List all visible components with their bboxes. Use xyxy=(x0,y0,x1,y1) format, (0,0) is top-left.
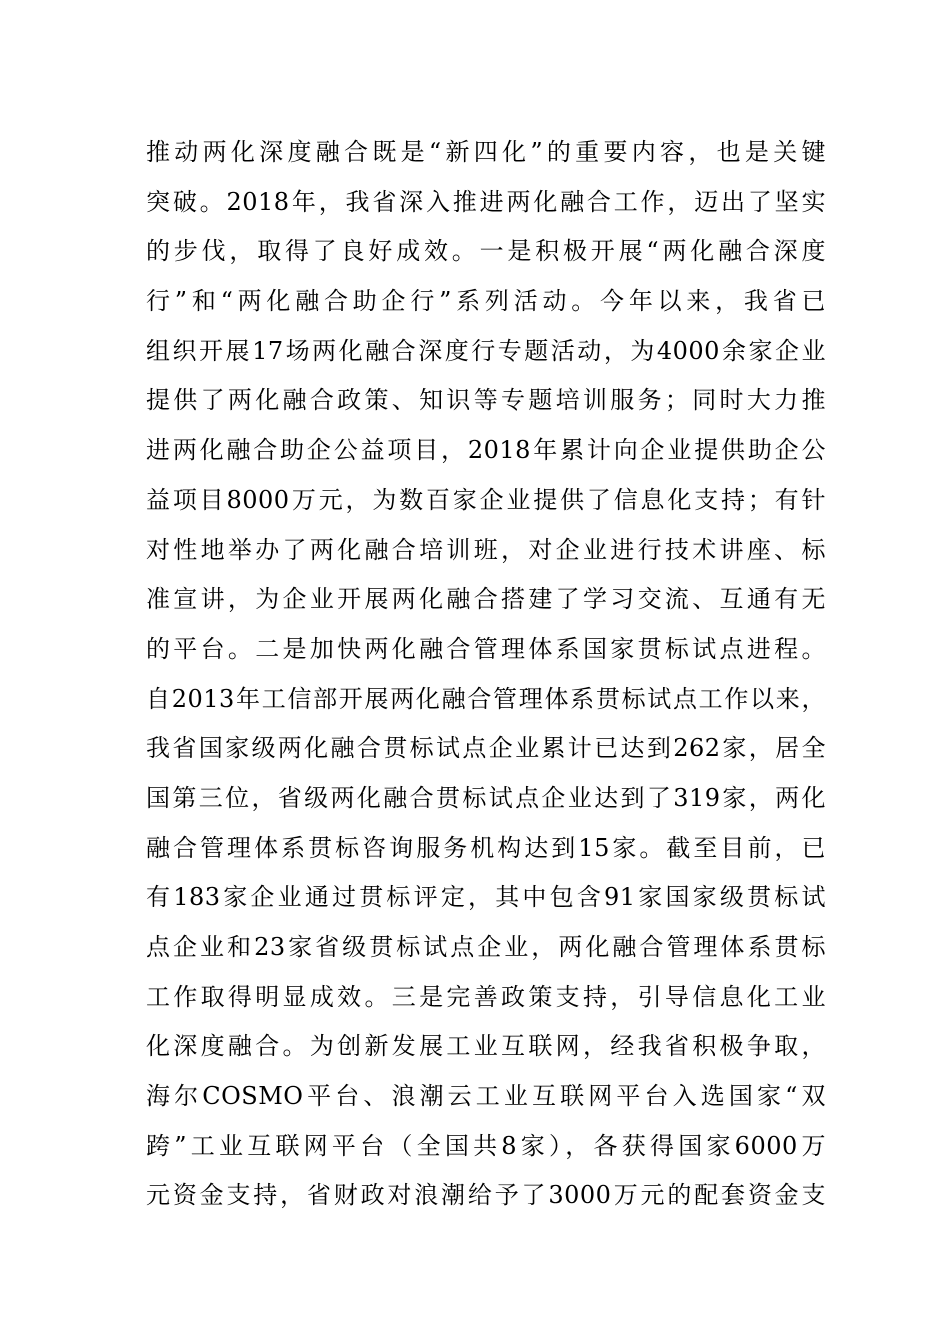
text-line: 组织开展17场两化融合深度行专题活动，为4000余家企业 xyxy=(146,336,826,365)
text-line: 提供了两化融合政策、知识等专题培训服务；同时大力推 xyxy=(146,386,826,415)
text-line: 有183家企业通过贯标评定，其中包含91家国家级贯标试 xyxy=(146,883,826,912)
text-line: 融合管理体系贯标咨询服务机构达到15家。截至目前，已 xyxy=(146,833,826,862)
text-line: 益项目8000万元，为数百家企业提供了信息化支持；有针 xyxy=(146,485,826,514)
text-line: 的步伐，取得了良好成效。一是积极开展“两化融合深度 xyxy=(146,237,826,266)
text-line: 行”和“两化融合助企行”系列活动。今年以来，我省已 xyxy=(146,287,826,316)
text-line: 工作取得明显成效。三是完善政策支持，引导信息化工业 xyxy=(146,982,826,1011)
body-text xyxy=(146,128,826,1221)
text-line: 跨”工业互联网平台（全国共8家），各获得国家6000万 xyxy=(146,1131,826,1160)
text-line: 化深度融合。为创新发展工业互联网，经我省积极争取， xyxy=(146,1032,826,1061)
text-line: 准宣讲，为企业开展两化融合搭建了学习交流、互通有无 xyxy=(146,585,826,614)
text-line: 的平台。二是加快两化融合管理体系国家贯标试点进程。 xyxy=(146,634,826,663)
text-line: 对性地举办了两化融合培训班，对企业进行技术讲座、标 xyxy=(146,535,826,564)
text-line: 突破。2018年，我省深入推进两化融合工作，迈出了坚实 xyxy=(146,187,826,216)
text-line: 推动两化深度融合既是“新四化”的重要内容，也是关键 xyxy=(146,138,826,166)
text-line: 点企业和23家省级贯标试点企业，两化融合管理体系贯标 xyxy=(146,933,826,961)
text-line: 自2013年工信部开展两化融合管理体系贯标试点工作以来， xyxy=(146,684,826,713)
text-line: 进两化融合助企公益项目，2018年累计向企业提供助企公 xyxy=(146,436,826,465)
text-line: 元资金支持，省财政对浪潮给予了3000万元的配套资金支 xyxy=(146,1181,826,1210)
text-line: 海尔COSMO平台、浪潮云工业互联网平台入选国家“双 xyxy=(146,1082,826,1111)
text-line: 国第三位，省级两化融合贯标试点企业达到了319家，两化 xyxy=(146,783,826,812)
text-line: 我省国家级两化融合贯标试点企业累计已达到262家，居全 xyxy=(146,734,826,763)
